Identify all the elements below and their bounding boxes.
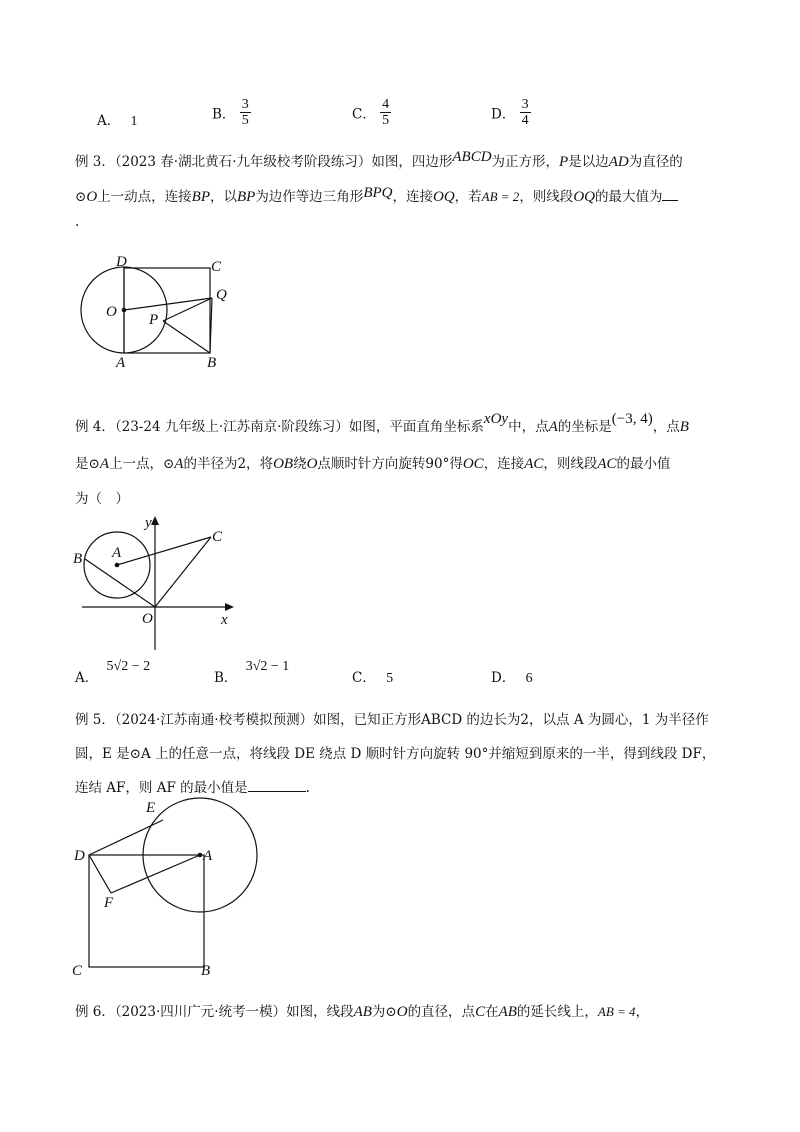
math-ab-eq: AB = 4 xyxy=(597,1004,636,1019)
ex5-label-d: D xyxy=(74,848,85,864)
answer-blank xyxy=(248,791,306,792)
ex6-text: 在 xyxy=(485,1004,499,1020)
ex4-label-y: y xyxy=(145,515,152,531)
ex6-text: 为⊙ xyxy=(371,1004,397,1020)
ex3-text: ，则线段 xyxy=(519,189,574,205)
ex5-label-f: F xyxy=(104,895,114,911)
option-label: B． xyxy=(212,106,236,123)
math-ab: AB xyxy=(498,1004,517,1020)
option-value: 5 xyxy=(386,671,394,686)
option-label: A． xyxy=(75,670,99,686)
math-xoy: xOy xyxy=(483,411,509,427)
ex4-segment-ac xyxy=(117,537,211,565)
ex4-x-axis-arrow xyxy=(225,603,234,611)
circle-symbol: ⊙ xyxy=(75,189,87,205)
ex4-text: 为（ ） xyxy=(75,491,129,507)
ex4-label-b: B xyxy=(73,551,83,567)
math-o: O xyxy=(396,1004,408,1020)
math-b: B xyxy=(679,419,689,435)
ex5-label-e: E xyxy=(146,800,156,816)
ex4-line1 xyxy=(75,411,689,436)
math-ob: OB xyxy=(273,456,294,472)
ex4-option-d xyxy=(491,666,533,687)
ex5-segment-df xyxy=(89,855,111,893)
ex3-label-p: P xyxy=(149,312,159,328)
ex5-line1: 例 5．（2024·江苏南通·校考模拟预测）如图，已知正方形ABCD 的边长为2，以点 A 为圆心，1 为半径作 xyxy=(75,712,709,728)
ex3-label-o: O xyxy=(106,304,117,320)
math-p: P xyxy=(559,154,569,170)
math-ac: AC xyxy=(597,456,617,472)
ex3-text: 的最大值为 xyxy=(594,189,663,205)
ex3-text: 为正方形， xyxy=(491,154,560,170)
ex3-label-c: C xyxy=(211,259,222,275)
ex6-text: ， xyxy=(635,1004,650,1020)
ex4-text: ，连接 xyxy=(483,456,525,472)
ex3-text: ，连接 xyxy=(392,189,433,205)
option-value: 5√2 − 2 xyxy=(106,659,151,674)
option-label: B． xyxy=(214,670,238,686)
option-value: 1 xyxy=(130,114,138,129)
math-bp: BP xyxy=(236,189,256,205)
math-ab-eq: AB = 2 xyxy=(481,189,520,204)
ex5-segment-de xyxy=(89,820,163,855)
option-value: 3√2 − 1 xyxy=(245,659,290,674)
ex3-label-a: A xyxy=(116,355,126,371)
ex3-text: ，若 xyxy=(454,189,482,205)
ex4-text: ，点 xyxy=(652,419,680,435)
option-label: C． xyxy=(352,670,376,686)
ex4-line3 xyxy=(75,487,129,507)
ex4-text: 是⊙ xyxy=(75,456,100,472)
fraction-numerator: 3 xyxy=(521,97,529,112)
ex4-text: 的坐标是 xyxy=(557,419,612,435)
ex5-segment-af xyxy=(111,855,200,893)
option-value: 6 xyxy=(525,671,533,686)
ex4-label-a: A xyxy=(112,545,122,561)
ex4-text: 的最小值 xyxy=(616,456,671,472)
option-label: A． xyxy=(97,113,121,129)
fraction-numerator: 4 xyxy=(382,97,390,112)
ex5-label-a: A xyxy=(203,848,213,864)
ex5-point-a xyxy=(198,853,203,858)
fraction-denominator: 5 xyxy=(382,113,390,128)
math-ab: AB xyxy=(353,1004,372,1020)
ex5-line2: 圆，E 是⊙A 上的任意一点，将线段 DE 绕点 D 顺时针方向旋转 90°并缩短到原来的一半，得到线段 DF， xyxy=(75,746,716,762)
ex4-text: ，则线段 xyxy=(543,456,598,472)
math-o: O xyxy=(306,456,318,472)
ex3-text: ，以 xyxy=(209,189,237,205)
ex5-label-c: C xyxy=(72,963,83,979)
ex4-text: 点顺时针方向旋转90°得 xyxy=(317,456,463,472)
ex6-text: 的直径，点 xyxy=(407,1004,476,1020)
math-oq: OQ xyxy=(573,189,595,205)
math-c: C xyxy=(475,1004,486,1020)
fraction-denominator: 5 xyxy=(241,113,249,128)
ex3-text: 为边作等边三角形 xyxy=(255,189,364,205)
ex4-text: 例 4．（23-24 九年级上·江苏南京·阶段练习）如图，平面直角坐标系 xyxy=(75,419,484,435)
ex4-label-x: x xyxy=(221,612,228,628)
ex3-label-q: Q xyxy=(216,287,227,303)
ex4-text: 绕 xyxy=(293,456,307,472)
ex3-label-b: B xyxy=(207,355,217,371)
ex3-text: 为直径的 xyxy=(628,154,683,170)
math-a: A xyxy=(99,456,109,472)
ex4-option-b xyxy=(214,659,290,687)
ex6-text: 例 6．（2023·四川广元·统考一模）如图，线段 xyxy=(75,1004,354,1020)
ex4-point-a xyxy=(115,563,120,568)
ex6-line1 xyxy=(75,1000,649,1021)
ex4-option-c xyxy=(352,666,393,687)
ex3-segment-pb xyxy=(163,321,210,353)
ex5-text: 连结 AF，则 AF 的最小值是 xyxy=(75,780,248,796)
ex4-segment-oc xyxy=(155,537,211,607)
fraction-denominator: 4 xyxy=(521,113,529,128)
ex5-line3 xyxy=(75,776,310,796)
option-label: D． xyxy=(491,670,516,686)
math-o: O xyxy=(86,189,98,205)
option-label: D． xyxy=(491,106,516,123)
math-bpq: BPQ xyxy=(363,185,393,201)
ex5-label-b: B xyxy=(201,963,211,979)
ex4-text: 的半径为2，将 xyxy=(183,456,274,472)
ex6-text: 的延长线上， xyxy=(516,1004,598,1020)
math-oq: OQ xyxy=(432,189,455,205)
math-a: A xyxy=(174,456,184,472)
fraction-numerator: 3 xyxy=(241,97,249,112)
ex4-y-axis-arrow xyxy=(151,516,159,525)
math-ac: AC xyxy=(524,456,544,472)
ex3-point-o xyxy=(122,308,127,313)
ex4-option-a xyxy=(75,659,151,687)
math-a: A xyxy=(548,419,558,435)
ex4-label-c: C xyxy=(212,529,223,545)
math-bp: BP xyxy=(191,189,210,205)
ex5-text: . xyxy=(305,780,310,796)
ex4-text: 上一点，⊙ xyxy=(108,456,175,472)
ex4-label-o: O xyxy=(142,611,153,627)
ex3-text: . xyxy=(75,214,80,230)
ex3-text: 上一动点，连接 xyxy=(97,189,192,205)
ex3-text: 例 3．（2023 春·湖北黄石·九年级校考阶段练习）如图，四边形 xyxy=(75,154,453,170)
math-ad: AD xyxy=(608,154,629,170)
ex4-line2 xyxy=(75,452,671,473)
math-oc: OC xyxy=(462,456,484,472)
option-label: C． xyxy=(352,106,376,123)
ex4-text: 中，点 xyxy=(508,419,549,435)
math-abcd: ABCD xyxy=(452,149,492,165)
ex3-text: 是以边 xyxy=(568,154,609,170)
math-coord: (−3, 4) xyxy=(611,411,653,427)
ex3-label-d: D xyxy=(116,254,127,270)
